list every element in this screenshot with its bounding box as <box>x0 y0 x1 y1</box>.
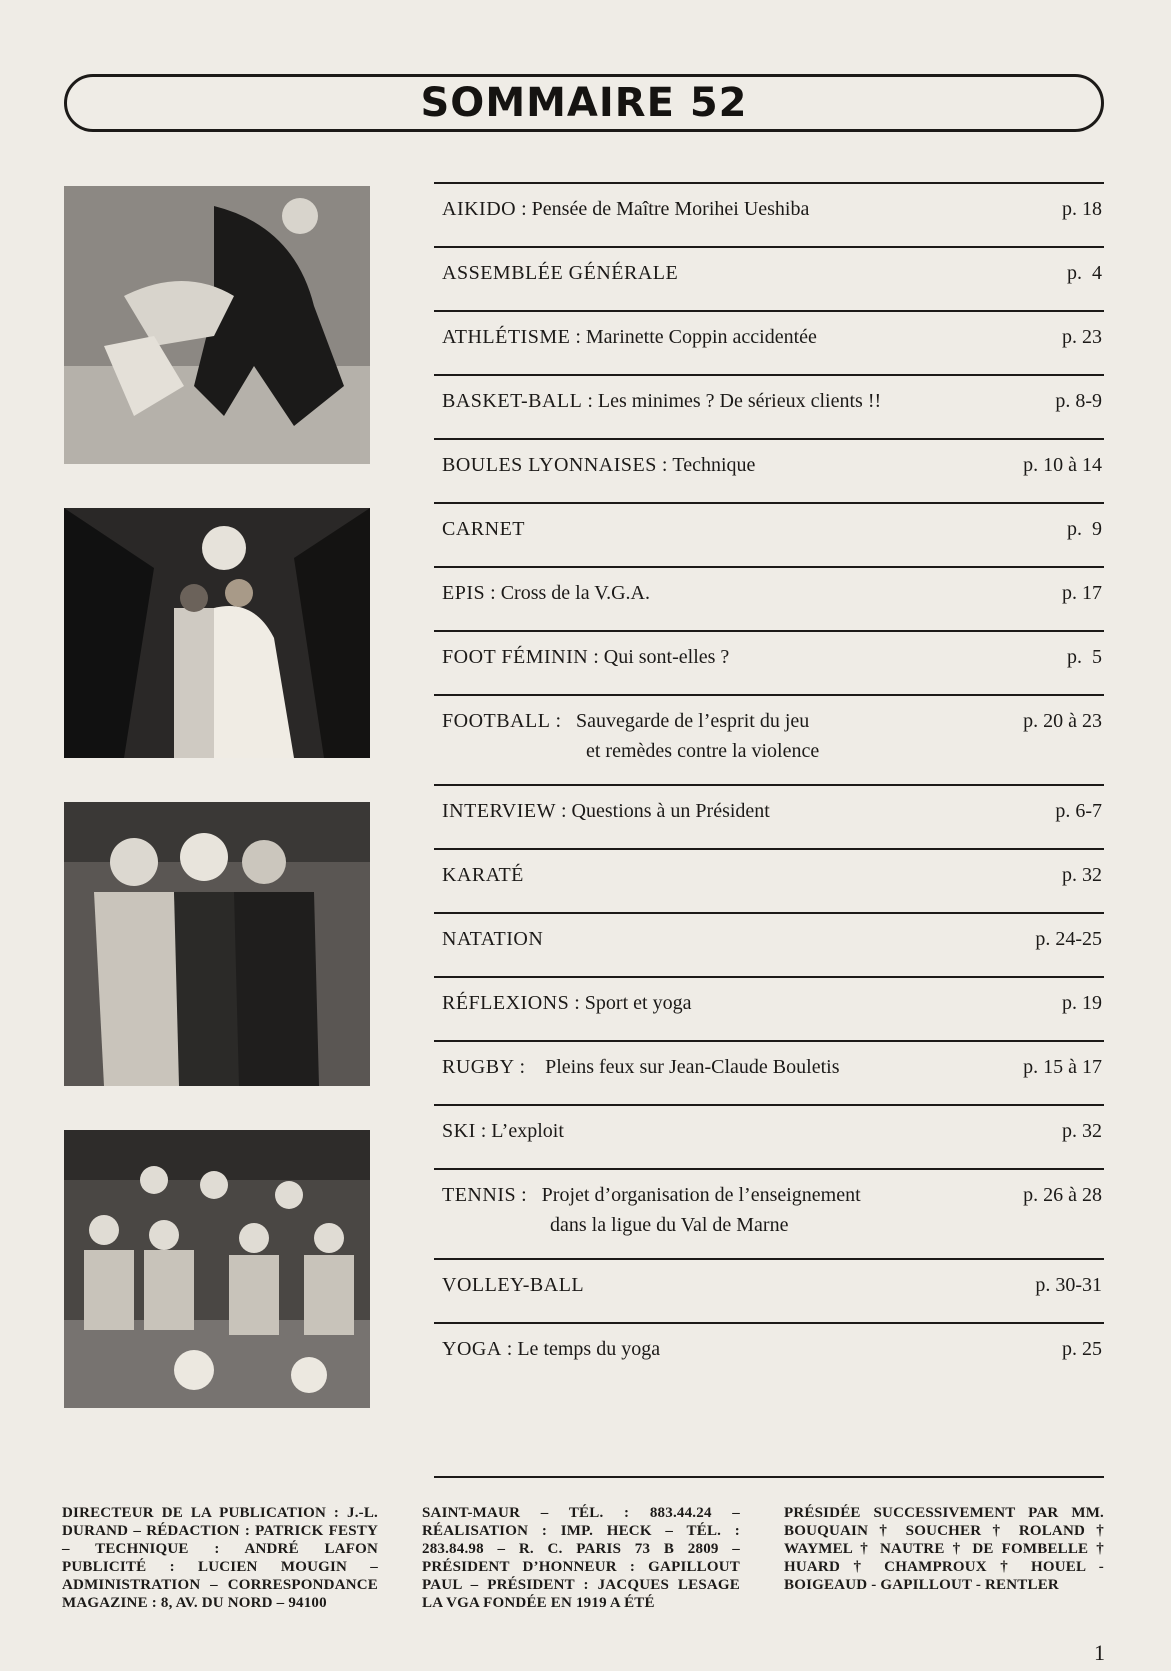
toc-page-reference: p. 9 <box>1067 518 1102 540</box>
toc-entry-label <box>442 1052 982 1082</box>
footer-credits-col3: PRÉSIDÉE SUCCESSIVEMENT PAR MM. BOUQUAIN † SOUCHER † ROLAND † WAYMEL † NAUTRE † DE FOMBELLE † HUARD † CHAMPROUX † HOUEL - BOIGEAUD - GAPILLOUT - RENTLER <box>784 1505 1104 1593</box>
toc-entry <box>434 912 1104 976</box>
toc-article-title: Technique <box>672 454 756 476</box>
toc-section-name: CARNET <box>442 518 525 540</box>
toc-entry <box>434 182 1104 246</box>
toc-entry-label <box>442 924 982 954</box>
toc-separator: : <box>516 198 532 220</box>
footer-credits-col2: SAINT-MAUR – TÉL. : 883.44.24 – RÉALISATION : IMP. HECK – TÉL. : 283.84.98 – R. C. PARIS 73 B 2809 – PRÉSIDENT D’HONNEUR : GAPILLOUT PAUL – PRÉSIDENT : JACQUES LESAGE LA VGA FONDÉE EN 1919 A ÉTÉ <box>422 1505 740 1611</box>
photo-wedding <box>64 508 370 758</box>
toc-entry-label <box>442 514 982 544</box>
toc-entry-label <box>442 1116 982 1146</box>
toc-page-reference: p. 32 <box>1062 864 1102 886</box>
toc-entry <box>434 694 1104 784</box>
toc-separator: : <box>516 1184 542 1206</box>
toc-page-reference: p. 8-9 <box>1055 390 1102 412</box>
photo-volleyball-team <box>64 1130 370 1408</box>
toc-section-name: TENNIS <box>442 1184 517 1206</box>
toc-section-name: SKI <box>442 1120 476 1142</box>
toc-entry <box>434 1104 1104 1168</box>
page-number: 1 <box>1094 1640 1105 1665</box>
page-title: SOMMAIRE 52 <box>420 80 748 126</box>
toc-article-title: L’exploit <box>491 1120 564 1142</box>
toc-entry-label <box>442 796 982 826</box>
toc-article-title-continued: et remèdes contre la violence <box>586 740 820 762</box>
toc-separator: : <box>588 646 604 668</box>
toc-entry-label <box>442 988 982 1018</box>
table-of-contents <box>434 182 1104 1386</box>
toc-entry-label <box>442 706 982 766</box>
toc-separator: : <box>550 710 577 732</box>
toc-page-reference: p. 19 <box>1062 992 1102 1014</box>
toc-section-name: ATHLÉTISME <box>442 326 571 348</box>
toc-page-reference: p. 30-31 <box>1035 1274 1102 1296</box>
toc-article-title: Les minimes ? De sérieux clients !! <box>597 390 882 412</box>
toc-separator: : <box>514 1056 546 1078</box>
toc-entry <box>434 246 1104 310</box>
toc-entry <box>434 848 1104 912</box>
toc-section-name: RÉFLEXIONS <box>442 992 570 1014</box>
toc-entry <box>434 438 1104 502</box>
toc-entry <box>434 310 1104 374</box>
toc-page-reference: p. 17 <box>1062 582 1102 604</box>
toc-section-name: NATATION <box>442 928 544 950</box>
title-banner <box>64 74 1104 132</box>
toc-entry-label <box>442 1334 982 1364</box>
toc-article-title: Sauvegarde de l’esprit du jeu <box>576 710 810 732</box>
toc-entry <box>434 1322 1104 1386</box>
toc-entry <box>434 566 1104 630</box>
toc-entry <box>434 976 1104 1040</box>
toc-separator: : <box>555 800 572 822</box>
toc-separator: : <box>569 992 585 1014</box>
toc-page-reference: p. 15 à 17 <box>1023 1056 1102 1078</box>
toc-page-reference: p. 26 à 28 <box>1023 1184 1102 1206</box>
toc-entry-label <box>442 1270 982 1300</box>
toc-section-name: FOOTBALL <box>442 710 551 732</box>
toc-section-name: RUGBY <box>442 1056 515 1078</box>
toc-page-reference: p. 6-7 <box>1055 800 1102 822</box>
toc-entry-label <box>442 258 982 288</box>
toc-entry-label <box>442 1180 982 1240</box>
photo-swimmers <box>64 802 370 1086</box>
toc-entry <box>434 1258 1104 1322</box>
toc-entry-label <box>442 642 982 672</box>
toc-entry-label <box>442 194 982 224</box>
toc-entry-label <box>442 578 982 608</box>
toc-page-reference: p. 24-25 <box>1035 928 1102 950</box>
toc-separator: : <box>656 454 673 476</box>
toc-article-title: Le temps du yoga <box>517 1338 661 1360</box>
toc-article-title: Projet d’organisation de l’enseignement <box>541 1184 861 1206</box>
footer-credits-col1: DIRECTEUR DE LA PUBLICATION : J.-L. DURAND – RÉDACTION : PATRICK FESTY – TECHNIQUE : ANDRÉ LAFON PUBLICITÉ : LUCIEN MOUGIN – ADMINISTRATION – CORRESPONDANCE MAGAZINE : 8, AV. DU NORD – 94100 <box>62 1505 378 1611</box>
toc-article-title: Qui sont-elles ? <box>603 646 730 668</box>
toc-article-title: Sport et yoga <box>584 992 692 1014</box>
toc-entry <box>434 1168 1104 1258</box>
toc-entry <box>434 374 1104 438</box>
toc-section-name: INTERVIEW <box>442 800 556 822</box>
toc-entry-label <box>442 386 982 416</box>
toc-section-name: VOLLEY-BALL <box>442 1274 585 1296</box>
toc-separator: : <box>582 390 598 412</box>
toc-page-reference: p. 10 à 14 <box>1023 454 1102 476</box>
toc-section-name: AIKIDO <box>442 198 517 220</box>
toc-entry <box>434 784 1104 848</box>
toc-entry <box>434 630 1104 694</box>
toc-separator: : <box>570 326 586 348</box>
toc-page-reference: p. 25 <box>1062 1338 1102 1360</box>
toc-section-name: ASSEMBLÉE GÉNÉRALE <box>442 262 679 284</box>
toc-article-title: Pensée de Maître Morihei Ueshiba <box>531 198 810 220</box>
toc-page-reference: p. 4 <box>1067 262 1102 284</box>
toc-page-reference: p. 32 <box>1062 1120 1102 1142</box>
toc-page-reference: p. 20 à 23 <box>1023 710 1102 732</box>
toc-page-reference: p. 5 <box>1067 646 1102 668</box>
toc-article-title: Questions à un Président <box>571 800 770 822</box>
toc-bottom-rule <box>434 1476 1104 1478</box>
toc-section-name: BASKET-BALL <box>442 390 583 412</box>
toc-entry-label <box>442 860 982 890</box>
toc-section-name: FOOT FÉMININ <box>442 646 589 668</box>
toc-page-reference: p. 23 <box>1062 326 1102 348</box>
toc-article-title: Marinette Coppin accidentée <box>585 326 817 348</box>
toc-article-title: Cross de la V.G.A. <box>500 582 650 604</box>
toc-section-name: EPIS <box>442 582 486 604</box>
toc-entry-label <box>442 322 982 352</box>
toc-separator: : <box>485 582 501 604</box>
toc-article-title-continued: dans la ligue du Val de Marne <box>550 1214 789 1236</box>
toc-separator: : <box>501 1338 518 1360</box>
toc-page-reference: p. 18 <box>1062 198 1102 220</box>
toc-separator: : <box>475 1120 492 1142</box>
toc-entry-label <box>442 450 982 480</box>
toc-entry <box>434 1040 1104 1104</box>
photo-aikido <box>64 186 370 464</box>
toc-article-title: Pleins feux sur Jean-Claude Bouletis <box>545 1056 840 1078</box>
toc-section-name: KARATÉ <box>442 864 524 886</box>
toc-section-name: BOULES LYONNAISES <box>442 454 657 476</box>
toc-section-name: YOGA <box>442 1338 502 1360</box>
toc-entry <box>434 502 1104 566</box>
